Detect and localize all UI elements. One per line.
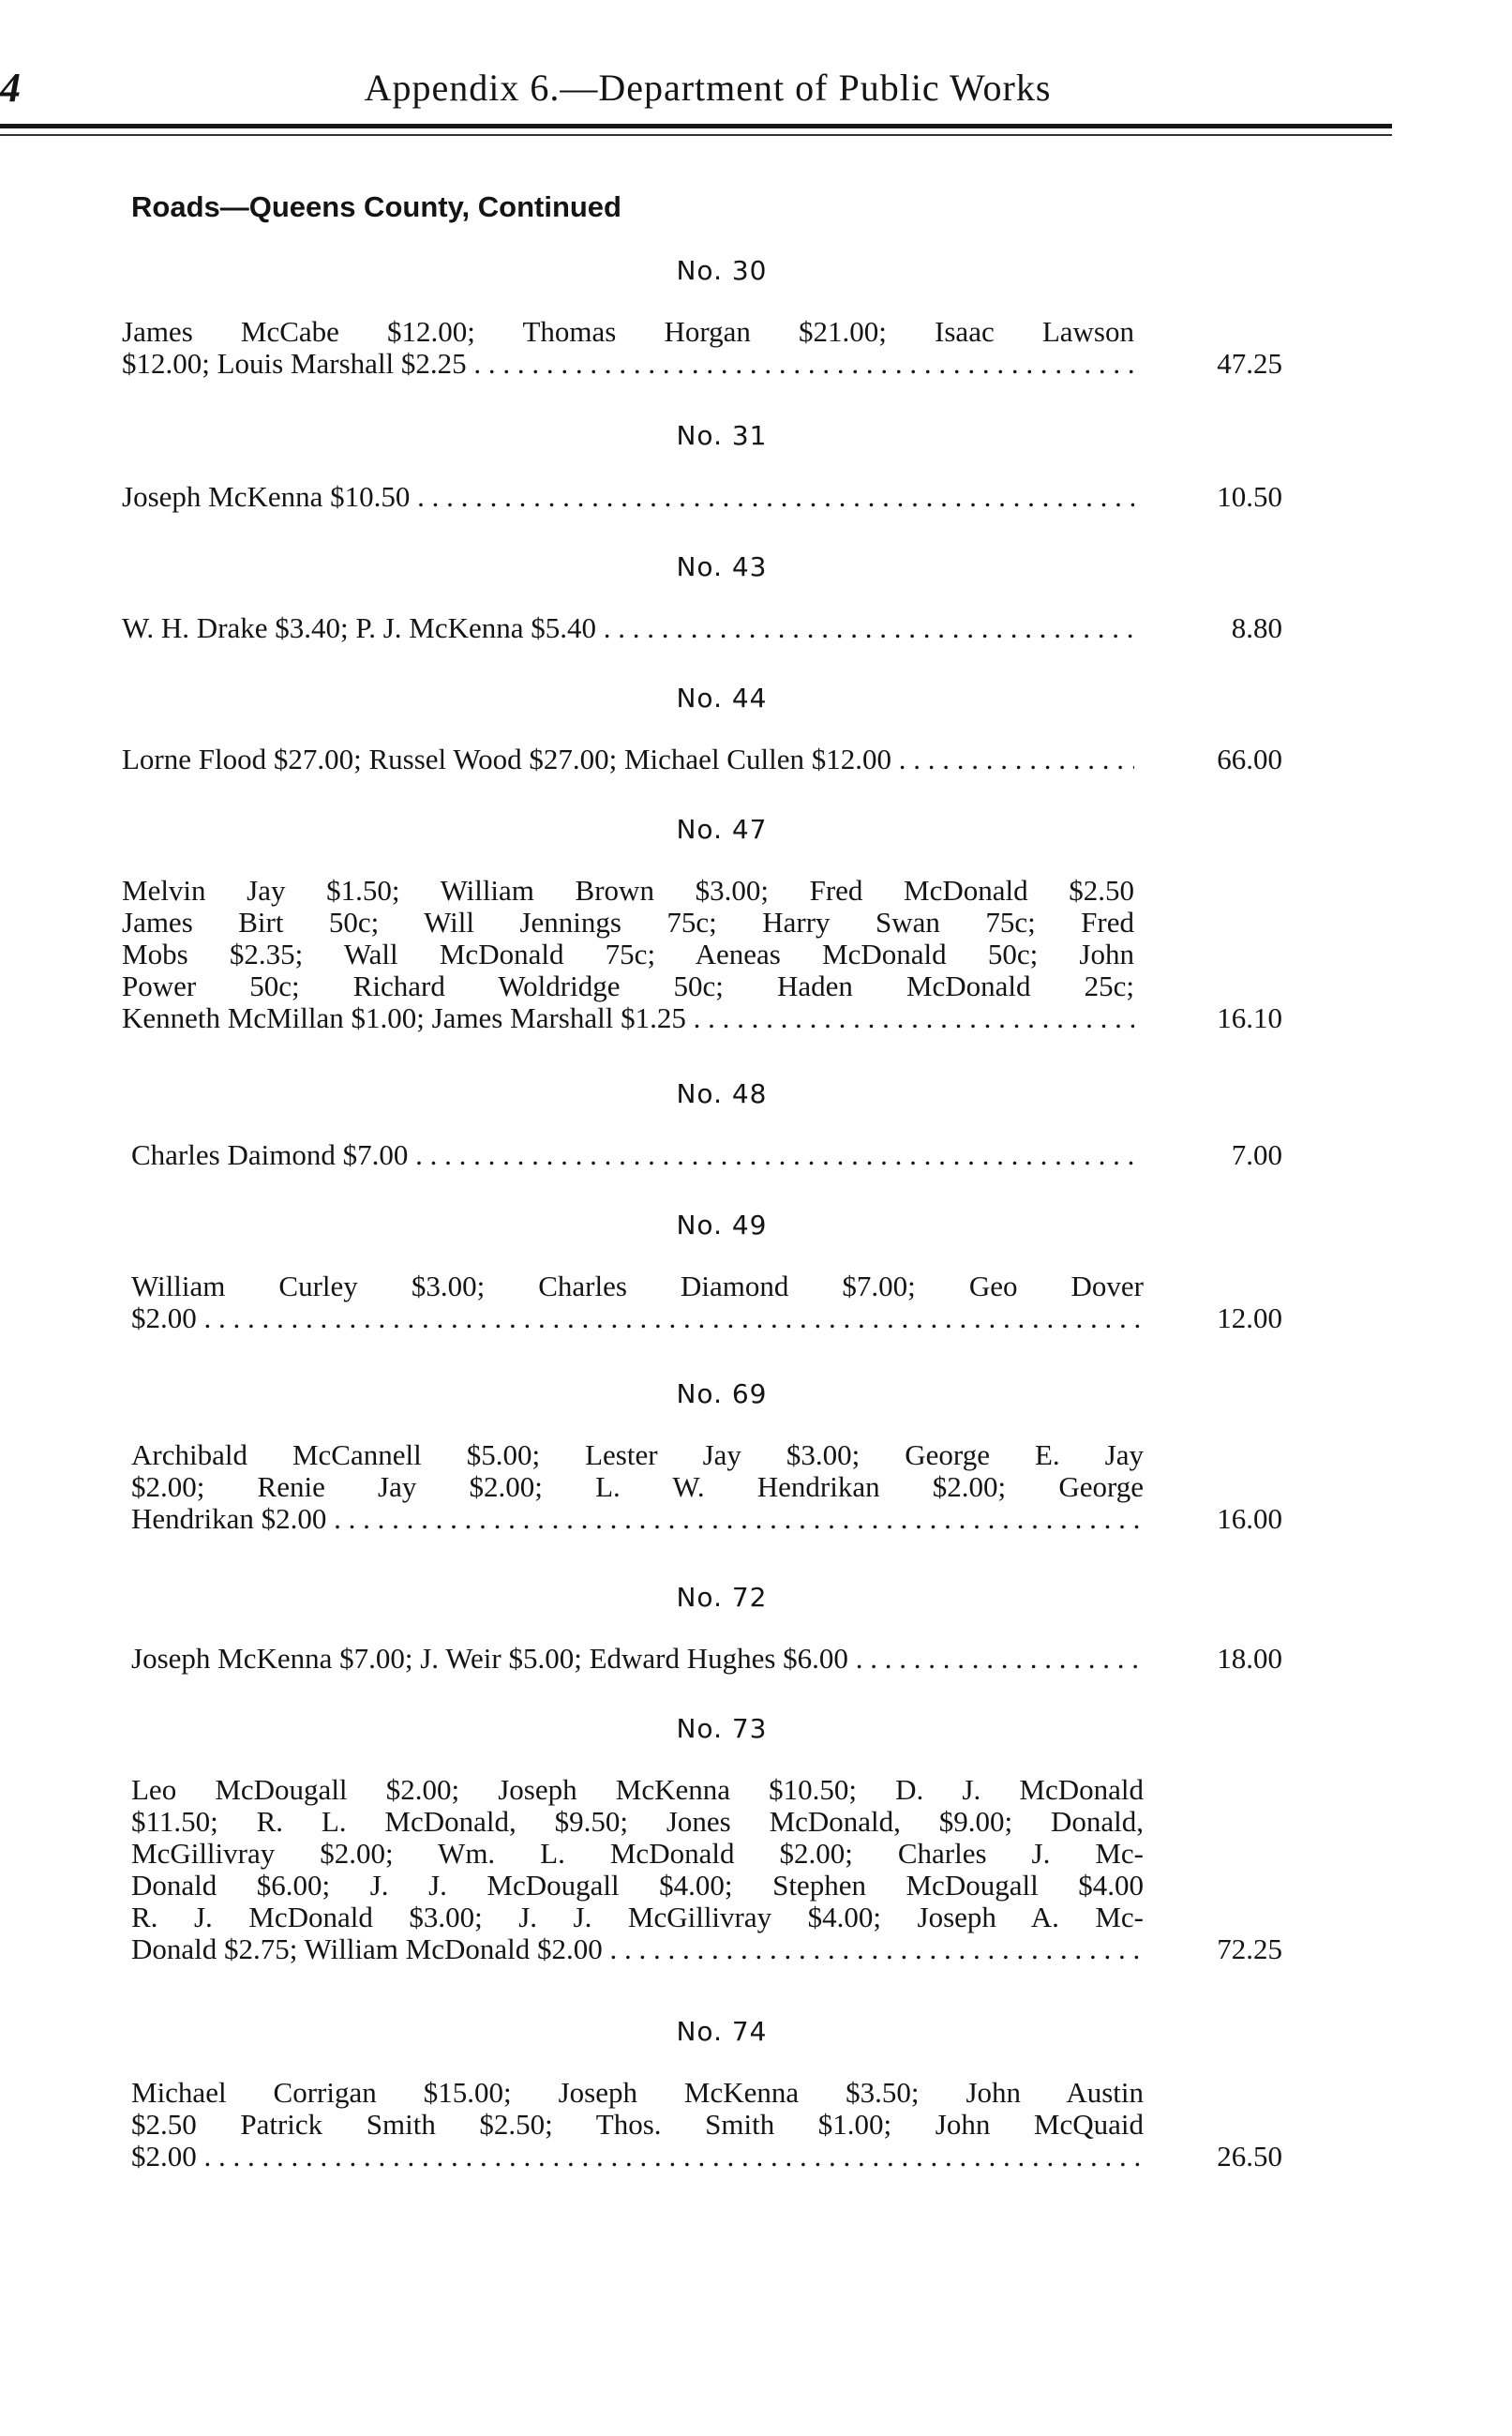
entry-heading: No. 72 [676,1582,768,1613]
entry-heading: No. 30 [676,255,768,286]
entry-text [131,1439,1144,1535]
entry-amount: 72.25 [1217,1932,1282,1965]
entry-heading: No. 69 [676,1378,768,1409]
entry-amount: 8.80 [1231,611,1282,644]
entry-text [122,875,1134,1034]
entry-line-last: $2.00 . . . [131,2141,1144,2173]
entry-text [131,2077,1144,2173]
entry-amount: 10.50 [1217,480,1282,513]
entry-heading: No. 31 [676,420,768,451]
header-rule-thick [0,124,1392,128]
entry-heading: No. 48 [676,1078,768,1109]
entry-line-last: Charles Daimond $7.00 . . . [131,1139,1144,1171]
entry-line: Melvin Jay $1.50; William Brown $3.00; Fred McDonald $2.50 [122,874,1134,907]
entry-line-last: Kenneth McMillan $1.00; James Marshall $1.25 . . . [122,1002,1134,1034]
entry-line-last: $2.00 . . . [131,1302,1144,1334]
entry-text [131,1139,1144,1171]
entry-heading: No. 44 [676,683,768,714]
entry-heading: No. 43 [676,551,768,582]
section-title: Roads—Queens County, Continued [131,190,621,223]
page-header-title: Appendix 6.—Department of Public Works [364,67,1052,109]
entry-text [122,316,1134,380]
entry-text [131,1271,1144,1334]
entry-line-last: Joseph McKenna $7.00; J. Weir $5.00; Edward Hughes $6.00 . . . [131,1643,1144,1675]
entry-amount: 12.00 [1217,1301,1282,1334]
entry-line: Power 50c; Richard Woldridge 50c; Haden McDonald 25c; [122,970,1134,1002]
entry-line-last: Lorne Flood $27.00; Russel Wood $27.00; Michael Cullen $12.00 . . . [122,744,1134,775]
entry-line: $2.00; Renie Jay $2.00; L. W. Hendrikan $2.00; George [131,1470,1144,1503]
entry-heading: No. 74 [676,2016,768,2047]
entry-line-last: $12.00; Louis Marshall $2.25 . . . [122,348,1134,380]
entry-line: Leo McDougall $2.00; Joseph McKenna $10.50; D. J. McDonald [131,1773,1144,1806]
entry-line: $2.50 Patrick Smith $2.50; Thos. Smith $1.00; John McQuaid [131,2108,1144,2141]
entry-line: James Birt 50c; Will Jennings 75c; Harry Swan 75c; Fred [122,906,1134,939]
entry-line: Mobs $2.35; Wall McDonald 75c; Aeneas McDonald 50c; John [122,938,1134,970]
entry-text [131,1774,1144,1965]
entry-line: Michael Corrigan $15.00; Joseph McKenna $3.50; John Austin [131,2076,1144,2109]
entry-amount: 26.50 [1217,2140,1282,2173]
entry-heading: No. 47 [676,814,768,845]
entry-text [122,612,1134,644]
entry-line: Donald $6.00; J. J. McDougall $4.00; Stephen McDougall $4.00 [131,1869,1144,1902]
entry-line: William Curley $3.00; Charles Diamond $7.00; Geo Dover [131,1270,1144,1302]
entry-heading: No. 73 [676,1713,768,1744]
entry-amount: 16.10 [1217,1001,1282,1034]
page-number: 4 [0,65,21,111]
entry-line-last: Hendrikan $2.00 . . . [131,1503,1144,1535]
header-rule-thin [0,134,1392,136]
entry-line-last: W. H. Drake $3.40; P. J. McKenna $5.40 . . . [122,612,1134,644]
entry-text [122,744,1134,775]
entry-heading: No. 49 [676,1210,768,1241]
entry-text [131,1643,1144,1675]
entry-amount: 47.25 [1217,347,1282,380]
entry-amount: 7.00 [1231,1138,1282,1171]
entry-amount: 18.00 [1217,1642,1282,1675]
entry-line: James McCabe $12.00; Thomas Horgan $21.00; Isaac Lawson [122,315,1134,348]
entry-line-last: Joseph McKenna $10.50 . . . [122,481,1134,513]
entry-amount: 66.00 [1217,743,1282,775]
entry-text [122,481,1134,513]
entry-line: McGillivray $2.00; Wm. L. McDonald $2.00; Charles J. Mc- [131,1837,1144,1870]
entry-line: R. J. McDonald $3.00; J. J. McGillivray $4.00; Joseph A. Mc- [131,1901,1144,1933]
entry-line: $11.50; R. L. McDonald, $9.50; Jones McDonald, $9.00; Donald, [131,1805,1144,1838]
entry-line-last: Donald $2.75; William McDonald $2.00 . . . [131,1933,1144,1965]
entry-line: Archibald McCannell $5.00; Lester Jay $3.00; George E. Jay [131,1438,1144,1471]
entry-amount: 16.00 [1217,1502,1282,1535]
